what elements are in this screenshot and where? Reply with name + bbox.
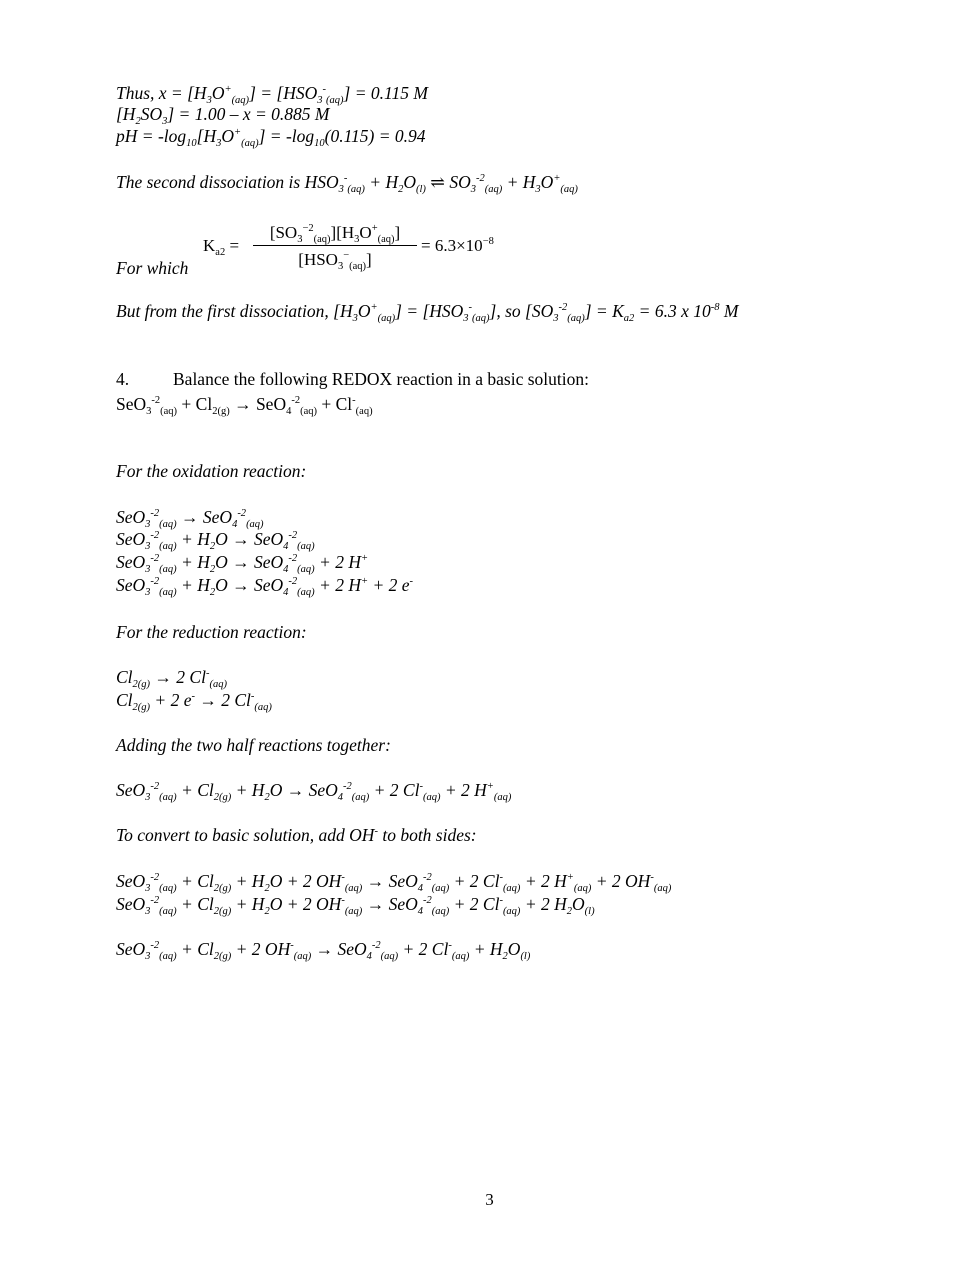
fraction-bar [253, 245, 417, 246]
second-dissociation-line: The second dissociation is $HSO_3^-_{(aq)} + H_2O_{(l)}$ ⇌ $SO_3^{-2}_{(aq)} + H_3O^+_{(aq)}$ [116, 172, 578, 195]
combined-equation: $SeO_3^{-2}_{(aq)} + Cl_{2(g)} + H_2O \to SeO_4^{-2}_{(aq)} + 2$ $Cl^-_{(aq)} + 2$ $H^+_{(aq)}$ [116, 780, 512, 803]
ka2-denominator: $[HSO_3^-_{(aq)}]$ [298, 250, 372, 272]
basic-step-1: $SeO_3^{-2}_{(aq)} + Cl_{2(g)} + H_2O + 2$ $OH^-_{(aq)} \to SeO_4^{-2}_{(aq)} + 2$ $Cl^-_{(aq)} + 2$ $H^+_{(aq)} + 2$ $OH^-_{(aq)}$ [116, 871, 672, 894]
oxidation-step-2: $SeO_3^{-2}_{(aq)} + H_2O \to SeO_4^{-2}_{(aq)}$ [116, 529, 315, 552]
reduction-step-2: $Cl_{2(g)} + 2$ e- → 2 $Cl^-_{(aq)}$ [116, 690, 272, 713]
oxidation-step-3: $SeO_3^{-2}_{(aq)} + H_2O \to SeO_4^{-2}_{(aq)} + 2$ H+ [116, 552, 369, 575]
adding-heading: Adding the two half reactions together: [116, 735, 391, 755]
question-4-equation: $SeO_3^{-2}_{(aq)} + Cl_{2(g)} \to SeO_4^{-2}_{(aq)} + Cl^-_{(aq)}$ [116, 394, 373, 417]
question-4-text: Balance the following REDOX reaction in a basic solution: [173, 369, 590, 389]
h2so3-concentration-line: $[H_2SO_3] = 1.00 - x = 0.885$ M [116, 104, 330, 127]
question-4-number: 4. [116, 369, 130, 389]
oxidation-heading: For the oxidation reaction: [116, 461, 307, 481]
ka2-fraction [253, 222, 417, 271]
final-balanced-equation: $SeO_3^{-2}_{(aq)} + Cl_{2(g)} + 2$ $OH^-_{(aq)} \to SeO_4^{-2}_{(aq)} + 2$ $Cl^-_{(aq)} + H_2O_{(l)}$ [116, 939, 531, 962]
oxidation-step-1: SeO$_3^{-2}_{(aq)}$ → SeO$_4^{-2}_{(aq)}$ [116, 507, 264, 530]
ph-line: pH = $-\log_{10}[H_3O^+_{(aq)}] = -\log_{10}(0.115) = 0.94$ [116, 126, 426, 149]
for-which-label: For which [116, 258, 189, 278]
page-number: 3 [485, 1190, 494, 1209]
basic-step-2: $SeO_3^{-2}_{(aq)} + Cl_{2(g)} + H_2O + 2$ $OH^-_{(aq)} \to SeO_4^{-2}_{(aq)} + 2$ $Cl^-_{(aq)} + 2$ $H_2O_{(l)}$ [116, 894, 595, 917]
ka2-lhs: $K_{a2}$ = [203, 236, 240, 258]
solution-x-line: Thus, $x = [H_3O^+_{(aq)}] = [HSO_3^-_{(aq)}] = 0.115$ M [116, 83, 428, 106]
first-dissociation-conclusion: But from the first dissociation, $[H_3O^+_{(aq)}] = [HSO_3^-_{(aq)}]$, so $[SO_3^{-2}_{(aq)}] = K_{a2} = 6.3$ x $10^{-8}$ M [116, 301, 739, 324]
reduction-step-1: $Cl_{2(g)} \to 2$ $Cl^-_{(aq)}$ [116, 667, 227, 690]
oxidation-step-4: $SeO_3^{-2}_{(aq)} + H_2O \to SeO_4^{-2}_{(aq)} + 2$ H+ + 2 e- [116, 575, 414, 598]
ka2-rhs: = $6.3\times 10^{-8}$ [421, 236, 494, 255]
ka2-equation [203, 222, 533, 278]
reduction-heading: For the reduction reaction: [116, 622, 307, 642]
ka2-numerator: $[SO_3^{-2}_{(aq)}][H_3O^+_{(aq)}]$ [269, 223, 401, 245]
basic-heading: To convert to basic solution, add OH- to both sides: [116, 825, 477, 845]
